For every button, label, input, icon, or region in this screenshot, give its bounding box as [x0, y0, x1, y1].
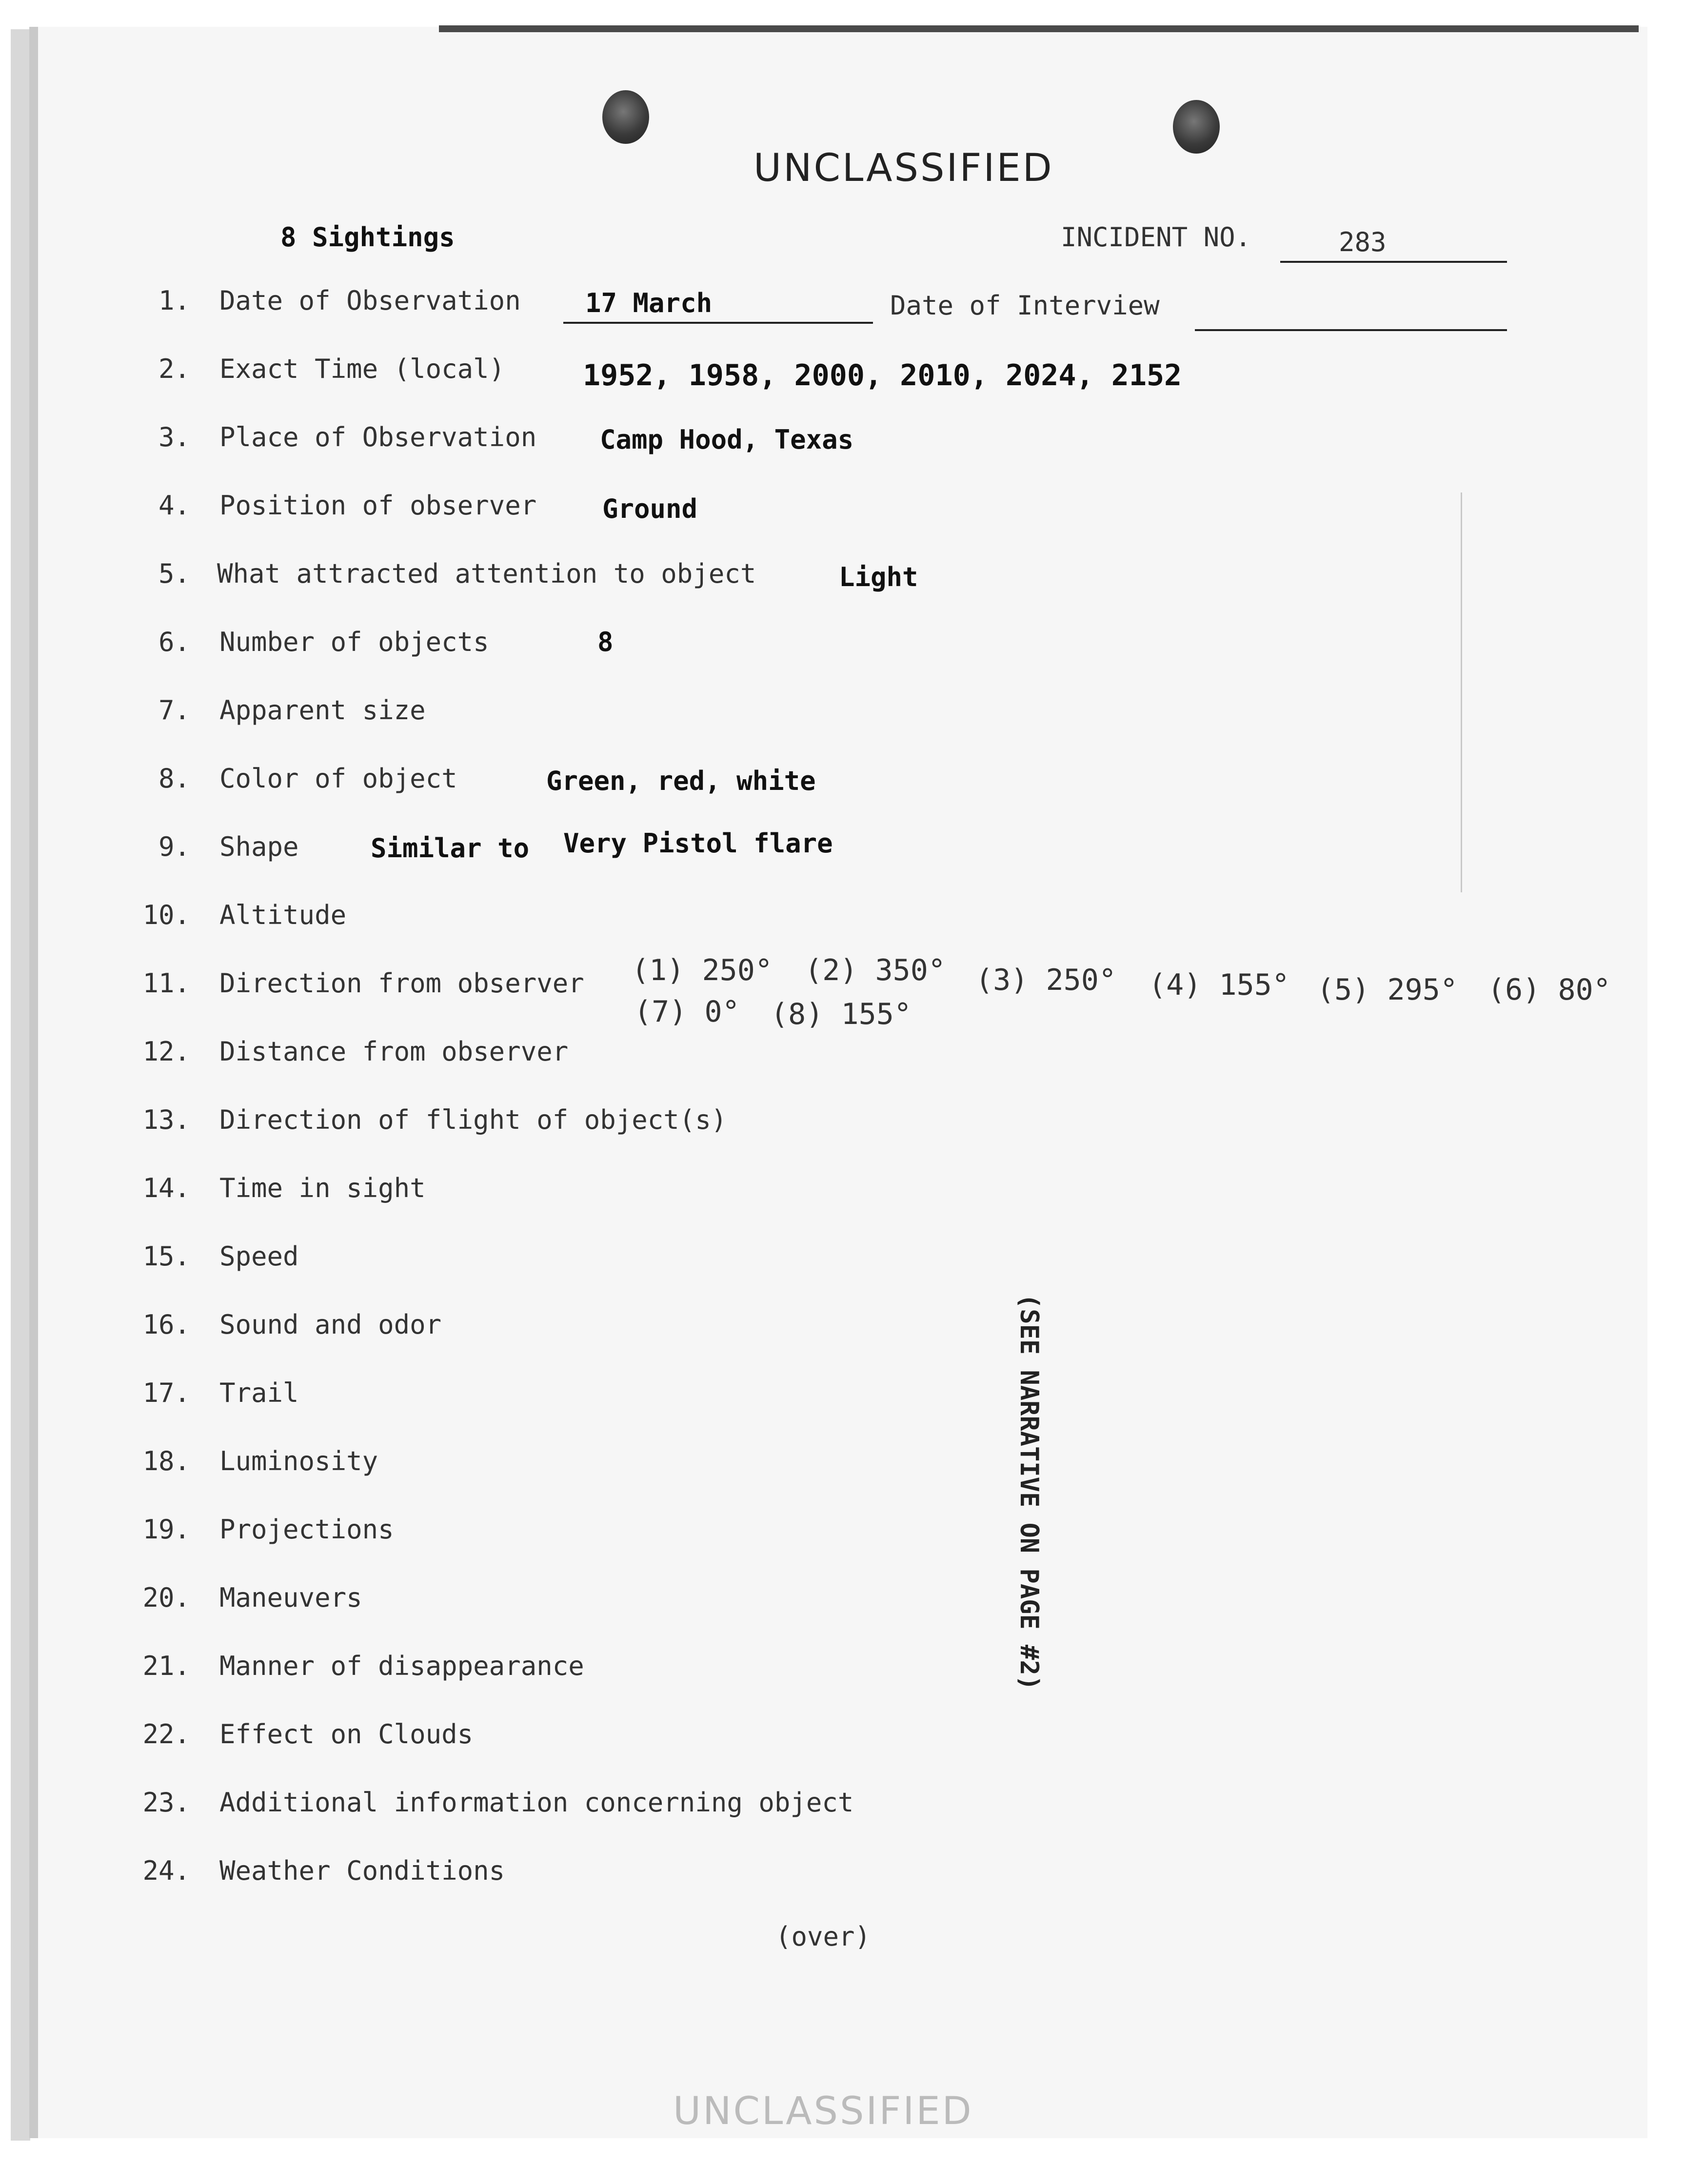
item-number: 10.	[142, 900, 190, 930]
item-number: 7.	[158, 695, 190, 726]
item-number: 20.	[142, 1582, 190, 1613]
item-number: 9.	[158, 831, 190, 862]
page-top-edge	[439, 25, 1639, 32]
item-label-projections: Projections	[219, 1514, 394, 1545]
classification-top: UNCLASSIFIED	[753, 146, 1054, 190]
item-label-place: Place of Observation	[219, 422, 537, 453]
item-label-altitude: Altitude	[219, 900, 347, 930]
direction-1: (1) 250°	[632, 953, 773, 987]
punch-hole-right	[1173, 100, 1220, 154]
item-number: 23.	[142, 1787, 190, 1818]
item-label-maneuvers: Maneuvers	[219, 1582, 362, 1613]
item-number: 16.	[142, 1309, 190, 1340]
item-label-additional: Additional information concerning object	[219, 1787, 854, 1818]
item-number: 5.	[158, 558, 190, 589]
date-observation-line	[563, 322, 873, 324]
date-interview-line	[1195, 329, 1507, 331]
item-label-number-objects: Number of objects	[219, 627, 489, 657]
item-label-sound: Sound and odor	[219, 1309, 442, 1340]
direction-7: (7) 0°	[634, 995, 740, 1029]
classification-bottom: UNCLASSIFIED	[673, 2089, 973, 2133]
page-left-shadow	[11, 29, 30, 2141]
item-label-date-observation: Date of Observation	[219, 285, 521, 316]
over-note: (over)	[775, 1921, 871, 1952]
item-label-exact-time: Exact Time (local)	[219, 354, 505, 384]
item-value-attention: Light	[839, 562, 918, 592]
item-label-direction: Direction from observer	[219, 968, 584, 999]
item-number: 4.	[158, 490, 190, 521]
item-number: 15.	[142, 1241, 190, 1272]
item-number: 22.	[142, 1719, 190, 1750]
direction-4: (4) 155°	[1149, 968, 1289, 1002]
direction-5: (5) 295°	[1317, 973, 1458, 1007]
item-label-weather: Weather Conditions	[219, 1855, 505, 1886]
item-value-shape-prefix: Similar to	[371, 833, 530, 864]
item-label-clouds: Effect on Clouds	[219, 1719, 474, 1750]
item-value-position: Ground	[602, 493, 698, 524]
item-number: 17.	[142, 1377, 190, 1408]
item-number: 11.	[142, 968, 190, 999]
direction-8: (8) 155°	[771, 997, 912, 1031]
item-number: 24.	[142, 1855, 190, 1886]
item-number: 2.	[158, 354, 190, 384]
item-number: 19.	[142, 1514, 190, 1545]
item-number: 13.	[142, 1104, 190, 1135]
incident-label: INCIDENT NO.	[1061, 222, 1251, 253]
item-label-attention: What attracted attention to object	[217, 558, 756, 589]
item-label-shape: Shape	[219, 831, 299, 862]
item-label-position: Position of observer	[219, 490, 537, 521]
margin-mark	[1461, 492, 1462, 892]
direction-2: (2) 350°	[805, 953, 946, 987]
item-number: 18.	[142, 1446, 190, 1476]
incident-number-line	[1280, 261, 1507, 263]
incident-number: 283	[1339, 227, 1387, 257]
item-label-luminosity: Luminosity	[219, 1446, 378, 1476]
item-value-date-observation: 17 March	[585, 288, 713, 318]
narrative-note: (SEE NARRATIVE ON PAGE #2)	[1014, 1294, 1044, 1691]
sightings-count: 8 Sightings	[280, 222, 455, 253]
item-value-place: Camp Hood, Texas	[600, 424, 854, 455]
item-label-trail: Trail	[219, 1377, 299, 1408]
direction-6: (6) 80°	[1487, 973, 1611, 1007]
direction-3: (3) 250°	[975, 963, 1116, 997]
item-number: 3.	[158, 422, 190, 453]
item-label-color: Color of object	[219, 763, 457, 794]
item-number: 14.	[142, 1173, 190, 1203]
item-number: 8.	[158, 763, 190, 794]
item-value-number-objects: 8	[597, 627, 614, 657]
item-label-time-in-sight: Time in sight	[219, 1173, 426, 1203]
item-label-distance: Distance from observer	[219, 1036, 569, 1067]
item-label-speed: Speed	[219, 1241, 299, 1272]
item-number: 12.	[142, 1036, 190, 1067]
item-label-apparent-size: Apparent size	[219, 695, 426, 726]
item-value-exact-time: 1952, 1958, 2000, 2010, 2024, 2152	[583, 358, 1182, 393]
date-interview-label: Date of Interview	[890, 290, 1160, 321]
item-label-disappearance: Manner of disappearance	[219, 1651, 584, 1681]
item-value-color: Green, red, white	[546, 766, 816, 796]
item-number: 6.	[158, 627, 190, 657]
item-label-direction-flight: Direction of flight of object(s)	[219, 1104, 727, 1135]
item-value-shape: Very Pistol flare	[563, 828, 833, 859]
document-page	[29, 27, 1647, 2138]
punch-hole-left	[602, 90, 649, 144]
item-number: 1.	[158, 285, 190, 316]
item-number: 21.	[142, 1651, 190, 1681]
